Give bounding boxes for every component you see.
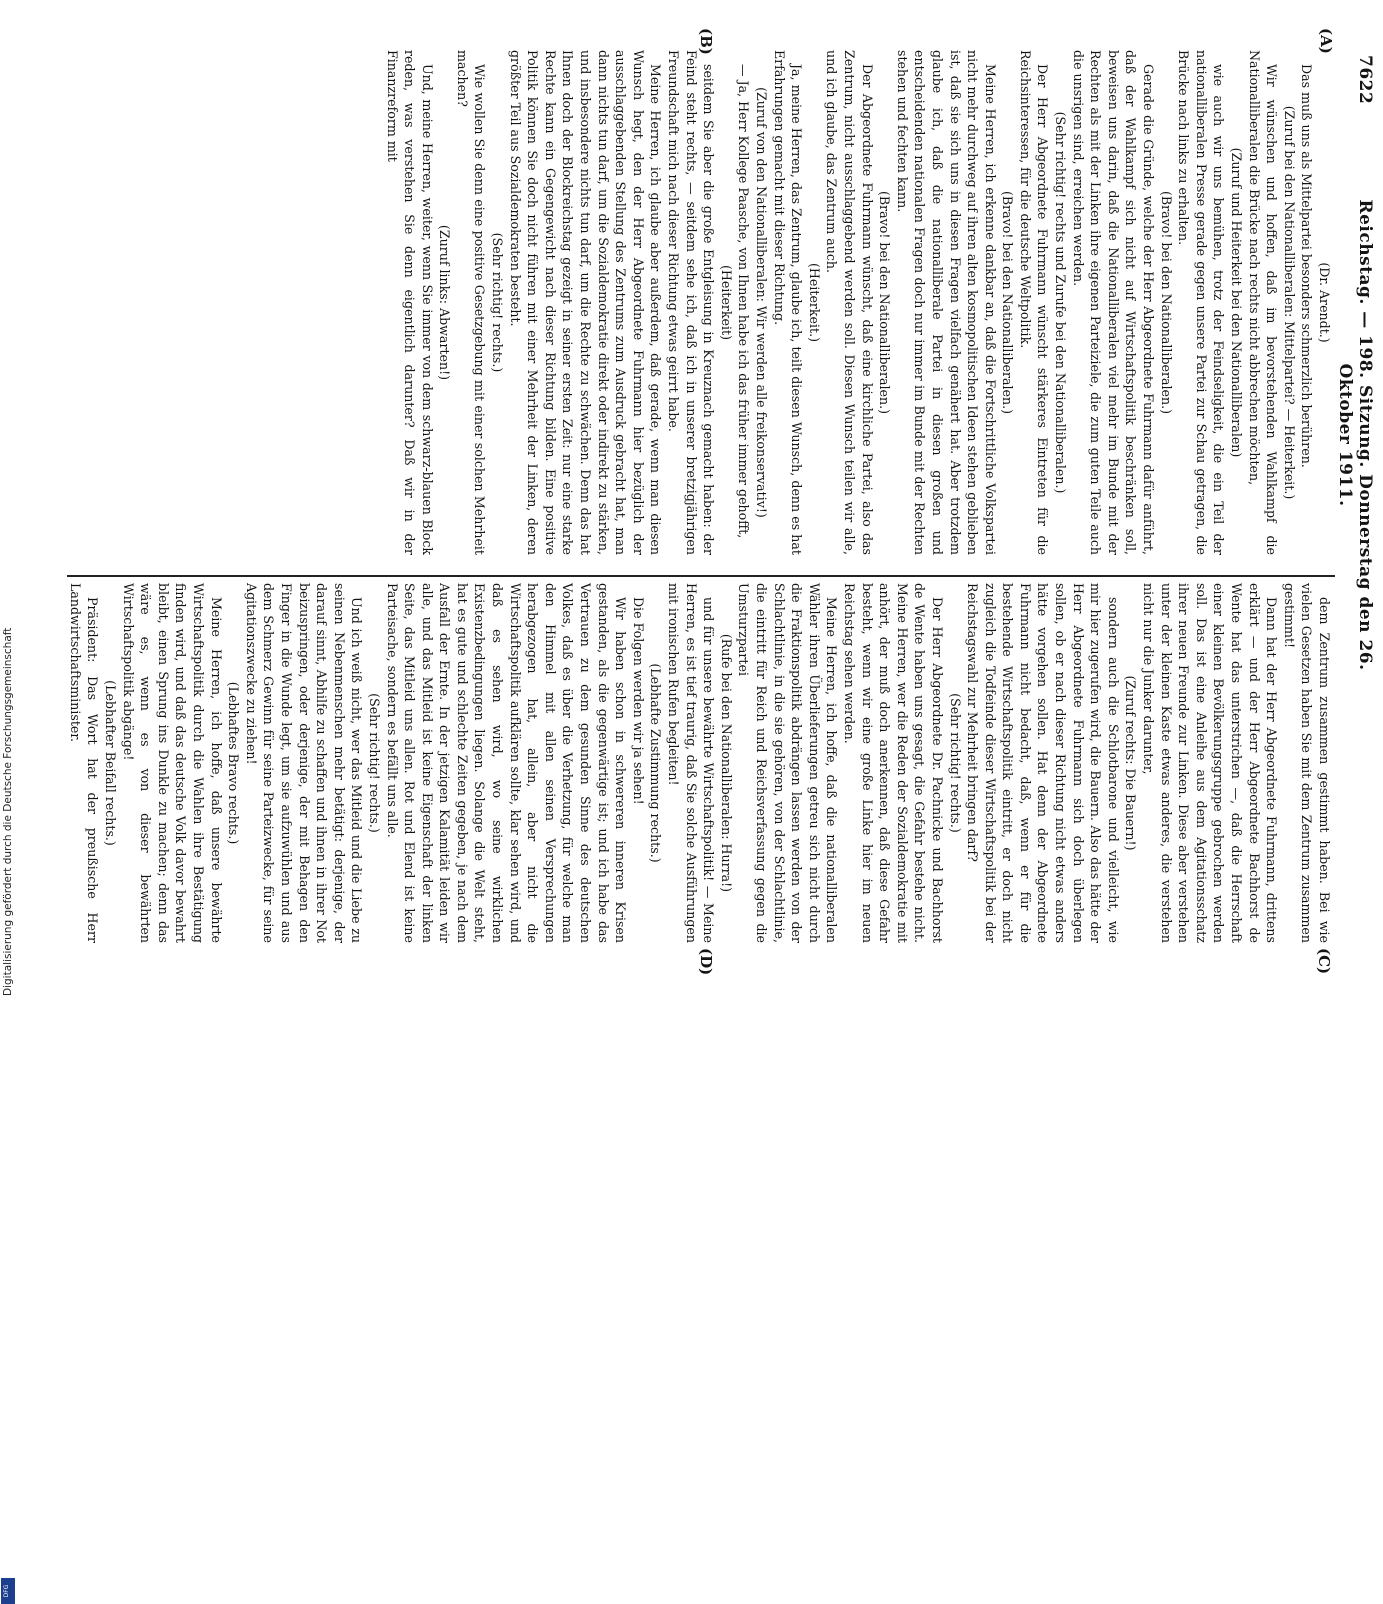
sidebar-credit [0,610,16,1598]
paragraph: Meine Herren, ich erkenne dankbar an, daß die Fortschrittliche Volkspartei nicht mehr durchweg auf ihren alten kosmopolitischen Ideen stehen geblieben ist, daß sie sich uns in diesen Fragen vielfach genähert hat. Aber trotzdem glaube ich, daß die nationalliberale Partei in diesen großen und entscheidenden nationalen Fragen doch nur immer im Bunde mit der Rechten stehen und fechten kann. [894,50,998,555]
paragraph: Meine Herren, ich hoffe, daß die nationalliberalen Wähler ihren Überlieferungen getreu sich nicht durch die Fraktionspolitik abdrängen lassen werden von der Schlachtlinie, in die sie gehören, von der Schlachtlinie, die eintritt für Reich und Reichsverfassung gegen die Umsturzpartei [736,583,840,943]
paragraph: Und ich weiß nicht, wer das Mitleid und die Liebe zu seinen Nebenmenschen mehr betätigt: derjenige, der darauf sinnt, Abhilfe zu schaffen und ihnen in ihrer Not beizuspringen, oder derjenige, der mit Behagen den Finger in die Wunde legt, um sie aufzuwühlen und aus dem Schmerz Gewinn für seine Parteizwecke, für seine Agitationszwecke zu ziehen! [243,583,365,943]
interjection: (Zuruf von den Nationalliberalen: Wir werden alle freikonservativ!) [754,87,769,518]
interjection: (Bravo! bei den Nationalliberalen.) [1000,190,1016,415]
paragraph: Der Herr Abgeordnete Dr. Pachnicke und Bachhorst de Wente haben uns gesagt, die Gefahr bestehe nicht. Meine Herren, wer die Reden der Sozialdemokratie mit anhört, der muß doch anerkennen, daß diese Gefahr besteht, wenn wir eine große Linke hier im neuen Reichstag sehen werden. [841,583,945,943]
interjection: (Bravo! bei den Nationalliberalen.) [877,190,893,415]
interjection: (Bravo! bei den Nationalliberalen.) [1158,190,1174,415]
paragraph: Dann hat der Herr Abgeordnete Fuhrmann, drittens erklärt — und der Herr Abgeordnete Bachhorst de Wente hat das unterstrichen —, daß die Herrschaft einer kleinen Bevölkerungsgruppe gebrochen werden soll. Das ist eine Anleihe aus dem Agitationsschatz ihrer neuen Freunde zur Linken. Diese aber verstehen unter der kleinen Kaste etwas anderes, die verstehen nicht nur die Junker darunter, [1141,583,1280,943]
dfg-logo-icon [1,1578,15,1604]
paragraph: Meine Herren, ich hoffe, daß unsere bewährte Wirtschaftspolitik durch die Wahlen ihre Bestätigung finden wird, und daß das deutsche Volk davor bewahrt bleibt, einen Sprung ins Dunkle zu machen; denn das wäre es, wenn es von dieser bewährten Wirtschaftspolitik abgänge! [120,583,224,943]
left-paragraphs [383,50,1315,555]
page-title: Reichstag. — 198. Sitzung. Donnerstag den 26. Oktober 1911. [1335,199,1375,671]
interjection: (Lebhafte Zustimmung rechts.) [648,663,664,863]
page-header [1335,55,1375,955]
paragraph: Meine Herren, ich glaube aber außerdem, daß gerade, wenn man diesen Wunsch hegt, den der Herr Abgeordnete Fuhrmann hier bezüglich der ausschlaggebenden Stellung des Zentrums zum Ausdruck gebracht hat, man dann nichts tun darf, um die Sozialdemokratie direkt oder indirekt zu stärken, und insbesondere nichts tun darf, um die Rechte zu schwächen. Denn das hat Ihnen doch der Blockreichstag gezeigt in seiner ersten Zeit: nur eine starke Rechte kann ein Gegengewicht nach dieser Richtung bilden. Eine positive Politik können Sie doch nicht führen mit einer Mehrheit der Linken, deren größter Teil aus Sozialdemokraten besteht. [507,50,664,555]
paragraph: Präsident: Das Wort hat der preußische Herr Landwirtschaftsminister. [68,583,101,943]
credit-text: Digitalisierung gefördert durch die Deutsche Forschungsgemeinschaft [2,627,14,996]
paragraph: Ja, meine Herren, das Zentrum, glaube ich, teilt diesen Wunsch, denn es hat Erfahrungen gemacht mit dieser Richtung. [771,50,805,555]
right-paragraphs [68,583,1333,943]
speaker-note: (Dr. Arendt.) [1317,262,1332,343]
interjection: (Sehr richtig! rechts.) [947,693,963,833]
paragraph: Wir haben schon in schwereren inneren Krisen gestanden, als die gegenwärtige ist; und ich habe das Vertrauen zu dem gesunden Sinne des deutschen Volkes, daß es über die Verhetzung, für welche man den Himmel mit allen seinen Versprechungen herabgezogen hat, allein, aber nicht die Wirtschaftspolitik aufklären sollte, klar sehen wird, und daß es sehen wird, wo seine wirklichen Existenzbedingungen liegen. Solange die Welt steht, hat es gute und schlechte Zeiten gegeben, je nach dem Ausfall der Ernte. In der jetzigen Kalamität leiden wir alle, und das Mitleid ist keine Eigenschaft der linken Seite, das Mitleid uns allen. Rot und Elend ist keine Parteisache, sondern es befällt uns alle. [384,583,629,943]
interjection: (Zuruf rechts: Die Bauern!) [1123,675,1139,851]
paragraph: Der Abgeordnete Fuhrmann wünscht, daß eine kirchliche Partei, also das Zentrum, nicht ausschlaggebend werden soll. Diesen Wunsch teilen wir alle, und ich glaube, das Zentrum auch. [824,50,875,555]
margin-mark-a: (A) [1317,28,1335,54]
interjection: (Sehr richtig! rechts und Zurufe bei den Nationalliberalen.) [1053,111,1069,494]
interjection: (Lebhafter Beifall rechts.) [103,680,119,846]
left-column [68,50,1333,555]
interjection: (Zuruf links: Abwarten!) [437,224,453,381]
interjection: (Zuruf und Heiterkeit bei den Nationalliberalen) [1229,147,1245,458]
paragraph: und für unsere bewährte Wirtschaftspolitik! — Meine Herren, es ist tief traurig, daß Sie solche Ausführungen mit ironischen Rufen begleiten! [666,583,717,943]
svg-text:DFG: DFG [3,1584,10,1598]
interjection: (Zuruf bei den Nationalliberalen: Mittelpartei? — Heiterkeit.) [1281,105,1297,500]
paragraph: wie auch wir uns bemühen, trotz der Feindseligkeit, die ein Teil der nationalliberalen Presse gerade gegen unsere Partei zur Schau getragen, die Brücke nach links zu erhalten. [1176,50,1227,555]
page-number: 7622 [1355,55,1375,105]
interjection: (Sehr richtig! rechts.) [366,693,382,833]
margin-mark-c: (C) [1315,948,1333,975]
interjection: (Lebhaftes Bravo rechts.) [226,681,242,845]
interjection: (Sehr richtig! rechts.) [490,232,506,373]
paragraph: sondern auch die Schlotbarone und vielleicht, wie mir hier zugerufen wird, die Bauern. Also das hätte der Herr Abgeordnete Fuhrmann sich doch überlegen sollen, ob er nach dieser Richtung nicht etwas anders hätte vorgehen sollen. Hat denn der Abgeordnete Fuhrmann nicht bedacht, daß, wenn er für die bestehende Wirtschaftspolitik eintritt, er doch nicht zugleich die Todfeinde dieser Wirtschaftspolitik bei der Reichstagswahl zur Mehrheit bringen darf? [965,583,1121,943]
paragraph: dem Zentrum zusammen gestimmt haben. Bei wie vielen Gesetzen haben Sie mit dem Zentrum zusammen gestimmt! [1281,583,1332,943]
paragraph: — Ja, Herr Kollege Paasche, von Ihnen habe ich das früher immer gehofft, [736,64,752,539]
interjection: (Heiterkeit) [718,265,734,340]
paragraph: Das muß uns als Mittelpartei besonders schmerzlich berühren. [1299,64,1315,468]
interjection: (Heiterkeit.) [806,263,822,342]
paragraph: Gerade die Gründe, welche der Herr Abgeordnete Fuhrmann dafür anführt, daß der Wahlkampf sich nicht auf Wirtschaftspolitik beschränken soll, beweisen uns darin, daß die Nationalliberalen viel mehr im Bunde mit der Rechten als mit der Linken ihre eigenen Parteiziele, die zum guten Teile auch die unsrigen sind, erreichen werden. [1070,50,1157,555]
interjection: (Rufe bei den Nationalliberalen: Hurra!) [718,633,734,893]
paragraph: Wie wollen Sie denn eine positive Gesetzgebung mit einer solchen Mehrheit machen? [454,50,488,555]
margin-mark-d: (D) [697,948,715,976]
column-divider [67,575,1335,577]
paragraph: Wir wünschen und hoffen, daß im bevorstehenden Wahlkampf die Nationalliberalen die Brücke nach rechts nicht abbrechen möchten, [1246,50,1280,555]
right-column [68,583,1333,943]
paragraph: seitdem Sie aber die große Entgleisung in Kreuznach gemacht haben: der Feind steht rechts, — seitdem sehe ich, daß ich in unserer bretzigjährigen Freundschaft mich nach dieser Richtung etwas geirrt habe. [666,50,717,555]
paragraph: Der Herr Abgeordnete Fuhrmann wünscht stärkeres Eintreten für die Reichsinteressen, für die deutsche Weltpolitik. [1017,50,1051,555]
paragraph: Und, meine Herren, weiter, wenn Sie immer von dem schwarz-blauen Block reden, was verstehen Sie denn eigentlich darunter? Daß wir in der Finanzreform mit [384,50,435,555]
margin-mark-b: (B) [697,28,715,55]
paragraph: Die Folgen werden wir ja sehen! [630,597,646,805]
